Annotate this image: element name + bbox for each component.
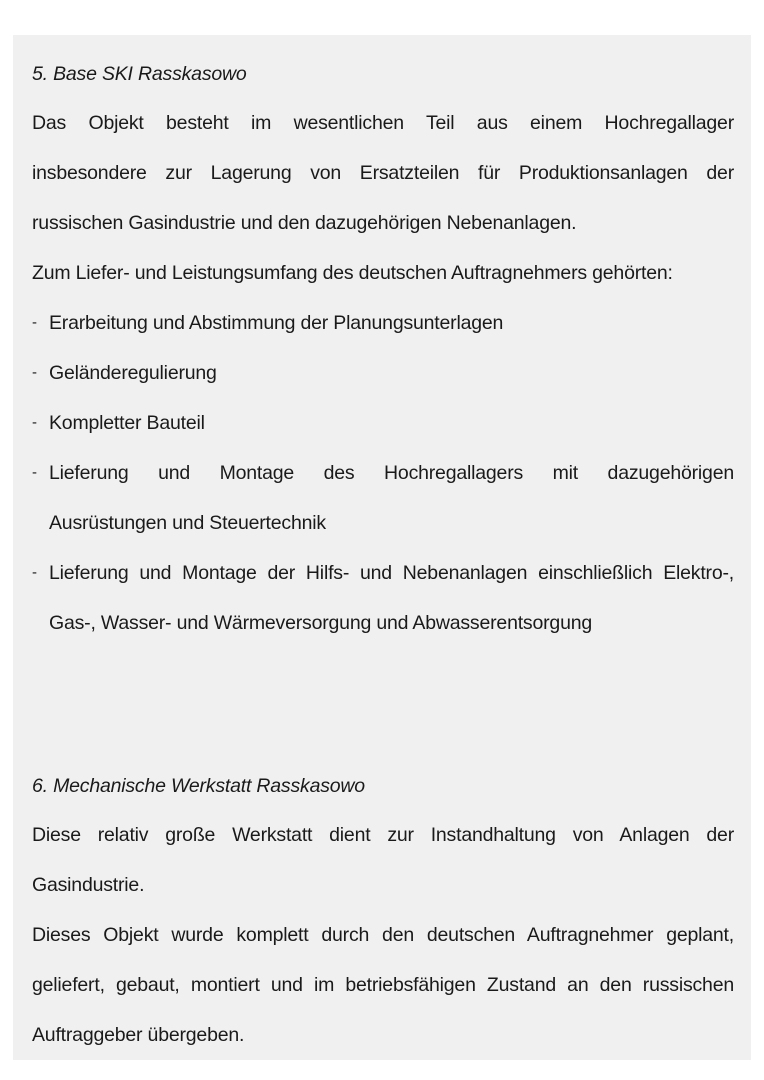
list-dash: - <box>32 464 37 481</box>
list-item <box>32 448 734 548</box>
list-dash: - <box>32 314 37 331</box>
section-heading: 5. Base SKI Rasskasowo <box>32 63 247 85</box>
section-paragraph <box>32 98 734 248</box>
list-item <box>32 298 734 348</box>
list-item <box>32 398 734 448</box>
list-item-line: Kompletter Bauteil <box>49 412 205 434</box>
paragraph-line: insbesondere zur Lagerung von Ersatzteilen für Produktionsanlagen der <box>32 162 734 184</box>
paragraph-line: russischen Gasindustrie und den dazugehörigen Nebenanlagen. <box>32 212 577 234</box>
list-item-line: Gas-, Wasser- und Wärmeversorgung und Abwasserentsorgung <box>49 612 592 634</box>
section-base-ski <box>32 61 734 648</box>
list-dash: - <box>32 414 37 431</box>
list-dash: - <box>32 564 37 581</box>
paragraph-line: Dieses Objekt wurde komplett durch den deutschen Auftragnehmer geplant, <box>32 924 734 946</box>
section-paragraph <box>32 810 734 910</box>
paragraph-line: Diese relativ große Werkstatt dient zur Instandhaltung von Anlagen der <box>32 824 734 846</box>
section-paragraph <box>32 248 734 298</box>
list-item <box>32 348 734 398</box>
list-item-line: Erarbeitung und Abstimmung der Planungsunterlagen <box>49 312 504 334</box>
paragraph-line: Auftraggeber übergeben. <box>32 1024 245 1046</box>
scope-list <box>32 298 734 648</box>
paragraph-line: Gasindustrie. <box>32 874 145 896</box>
paragraph-line: geliefert, gebaut, montiert und im betriebsfähigen Zustand an den russischen <box>32 974 734 996</box>
section-heading: 6. Mechanische Werkstatt Rasskasowo <box>32 775 365 797</box>
paragraph-line: Das Objekt besteht im wesentlichen Teil aus einem Hochregallager <box>32 112 734 134</box>
list-item-line: Geländeregulierung <box>49 362 217 384</box>
document-page <box>13 35 751 1060</box>
list-item-line: Lieferung und Montage der Hilfs- und Nebenanlagen einschließlich Elektro-, <box>49 562 734 584</box>
section-paragraph <box>32 910 734 1060</box>
list-dash: - <box>32 364 37 381</box>
list-item <box>32 548 734 648</box>
list-item-line: Ausrüstungen und Steuertechnik <box>49 512 326 534</box>
list-item-line: Lieferung und Montage des Hochregallagers mit dazugehörigen <box>49 462 734 484</box>
section-mechanische-werkstatt <box>32 773 734 1060</box>
paragraph-line: Zum Liefer- und Leistungsumfang des deutschen Auftragnehmers gehörten: <box>32 262 673 284</box>
